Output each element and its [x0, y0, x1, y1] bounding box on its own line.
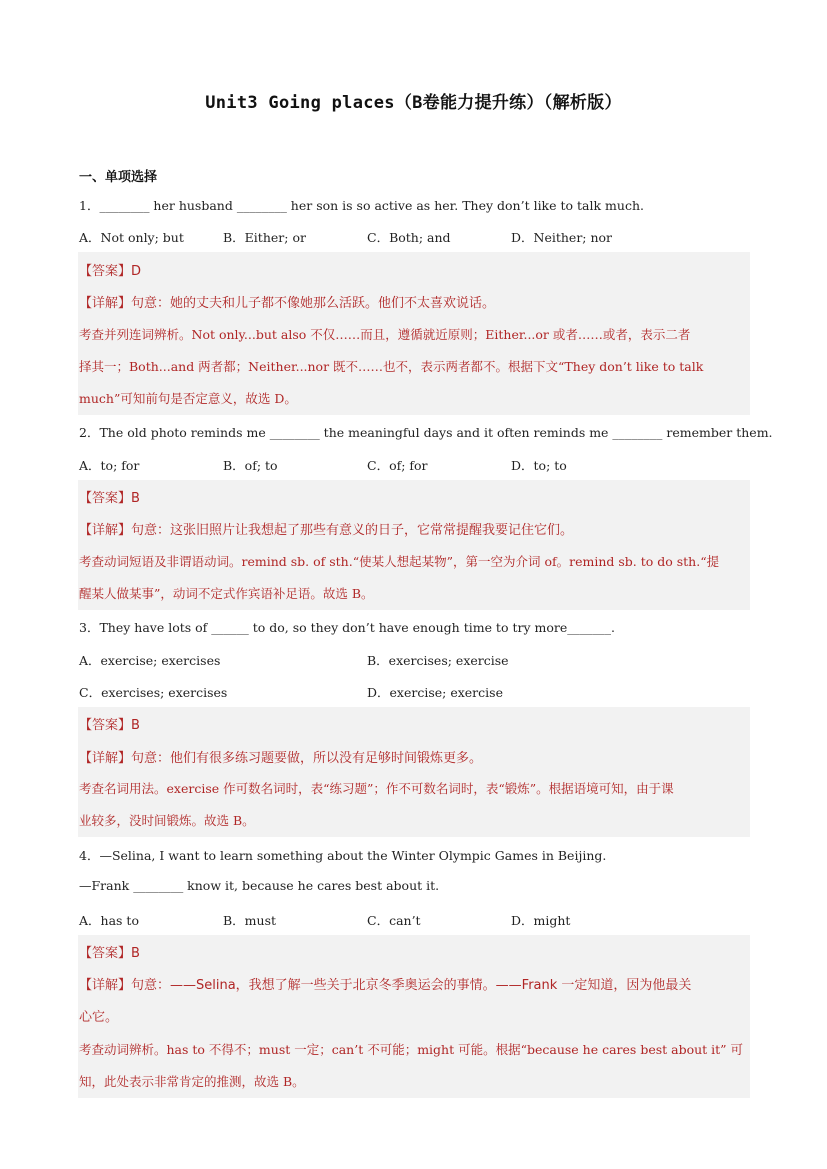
section-heading: 一、单项选择	[79, 170, 158, 185]
question-4-option-d: D．might	[511, 913, 571, 928]
question-1-detail: 【详解】句意：她的丈夫和儿子都不像她那么活跃。他们不太喜欢说话。	[79, 296, 496, 311]
question-1-explanation-line: 择其一；Both...and 两者都；Neither...nor 既不……也不，表示两者都不。根据下文“They don’t like to talk	[79, 359, 704, 374]
question-4-detail-line: 心它。	[79, 1010, 119, 1025]
question-3-explanation-line: 考查名词用法。exercise 作可数名词时，表“练习题”；作不可数名词时，表“锻炼”。根据语境可知，由于课	[79, 781, 674, 796]
question-2-option-d: D．to; to	[511, 458, 567, 473]
question-4-option-b: B．must	[223, 913, 277, 928]
question-3-explanation-line: 业较多，没时间锻炼。故选 B。	[79, 813, 255, 828]
question-2-explanation-line: 醒某人做某事”，动词不定式作宾语补足语。故选 B。	[79, 586, 374, 601]
question-3-stem: 3．They have lots of ______ to do, so they don’t have enough time to try more_______.	[79, 620, 615, 635]
question-3-option-b: B．exercises; exercise	[367, 653, 509, 668]
question-4-option-c: C．can’t	[367, 913, 421, 928]
question-3-option-a: A．exercise; exercises	[79, 653, 221, 668]
question-4-stem-line: —Frank ________ know it, because he cares best about it.	[79, 878, 440, 893]
question-4-detail-line: 【详解】句意：——Selina，我想了解一些关于北京冬季奥运会的事情。——Frank 一定知道，因为他最关	[79, 978, 692, 993]
question-1-explanation-line: much”可知前句是否定意义，故选 D。	[79, 391, 297, 406]
question-4-stem-line: 4．—Selina, I want to learn something about the Winter Olympic Games in Beijing.	[79, 848, 607, 863]
question-1-explanation-line: 考查并列连词辨析。Not only...but also 不仅……而且，遵循就近原则；Either...or 或者……或者，表示二者	[79, 327, 691, 342]
page-title: Unit3 Going places（B卷能力提升练）（解析版）	[205, 93, 622, 113]
question-3-detail: 【详解】句意：他们有很多练习题要做，所以没有足够时间锻炼更多。	[79, 751, 483, 766]
question-2-detail: 【详解】句意：这张旧照片让我想起了那些有意义的日子，它常常提醒我要记住它们。	[79, 523, 574, 538]
question-1-stem: 1．________ her husband ________ her son is so active as her. They don’t like to talk much.	[79, 198, 644, 213]
question-4-explanation-line: 考查动词辨析。has to 不得不；must 一定；can’t 不可能；might 可能。根据“because he cares best about it” 可	[79, 1042, 744, 1057]
question-3-answer: 【答案】B	[79, 718, 140, 733]
question-1-option-b: B．Either; or	[223, 230, 306, 245]
question-4-explanation-line: 知，此处表示非常肯定的推测，故选 B。	[79, 1074, 305, 1089]
question-4-option-a: A．has to	[79, 913, 139, 928]
question-2-explanation-line: 考查动词短语及非谓语动词。remind sb. of sth.“使某人想起某物”，第一空为介词 of。remind sb. to do sth.“提	[79, 554, 720, 569]
question-2-option-c: C．of; for	[367, 458, 428, 473]
question-3-option-d: D．exercise; exercise	[367, 685, 503, 700]
question-2-option-b: B．of; to	[223, 458, 278, 473]
question-1-option-c: C．Both; and	[367, 230, 451, 245]
question-3-option-c: C．exercises; exercises	[79, 685, 228, 700]
question-1-answer: 【答案】D	[79, 264, 142, 279]
question-4-answer: 【答案】B	[79, 946, 140, 961]
question-1-option-a: A．Not only; but	[79, 230, 184, 245]
question-2-answer: 【答案】B	[79, 491, 140, 506]
question-2-stem: 2．The old photo reminds me ________ the meaningful days and it often reminds me ________ remember them.	[79, 425, 773, 440]
question-2-option-a: A．to; for	[79, 458, 140, 473]
question-1-option-d: D．Neither; nor	[511, 230, 613, 245]
